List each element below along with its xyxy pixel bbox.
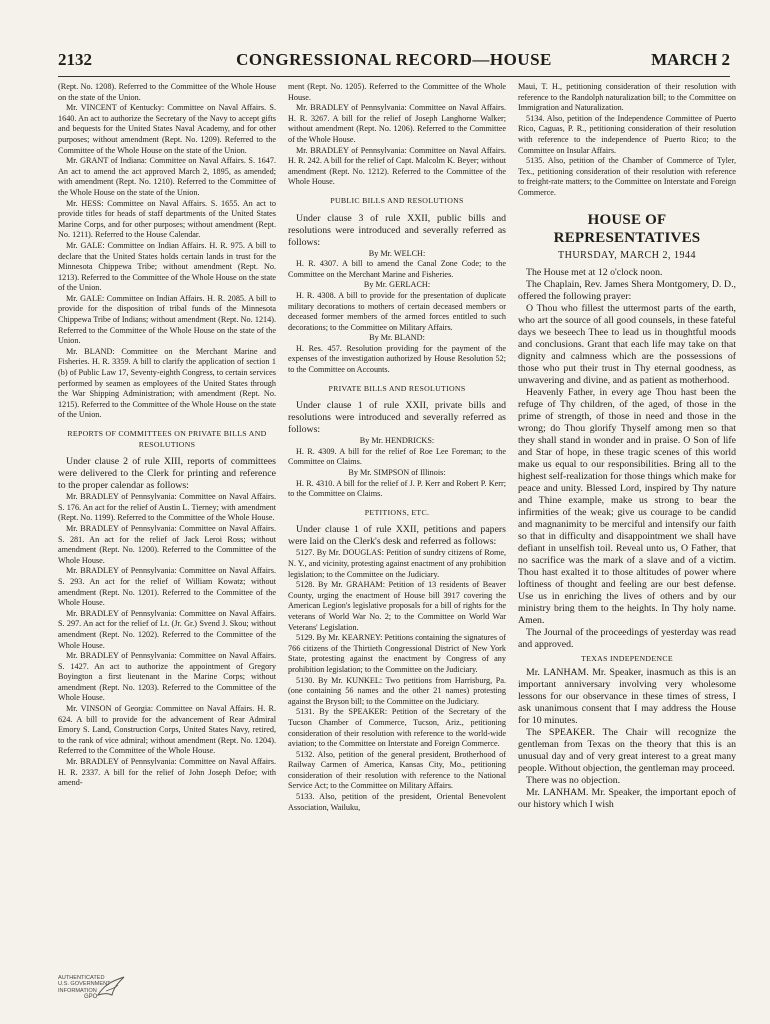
section-heading-public-bills: PUBLIC BILLS AND RESOLUTIONS [330, 195, 464, 205]
debate-section [518, 667, 736, 811]
prayer-paragraph: O Thou who fillest the uttermost parts of the earth, who art the source of all good counsels, in these fateful days we beseech Thee to lead us in thoughtful moods and conclusions. Grant that each life may take on that dignity and calmness which are the possessions of those who put their trust in Thy eternal goodness, as unwavering and divine, and as patient as motherhood. [518, 303, 736, 387]
report-paragraph: Mr. BRADLEY of Pennsylvania: Committee on Naval Affairs. S. 297. An act for the relief of Lt. (Jr. Gr.) Svend J. Skou; without amendment (Rept. No. 1202). Referred to the Committee of the Whole House. [58, 608, 276, 650]
section-intro: Under clause 3 of rule XXII, public bills and resolutions were introduced and severally referred as follows: [288, 212, 506, 248]
petition-paragraph: 5132. Also, petition of the general president, Brotherhood of Railway Carmen of America, Kansas City, Mo., petitioning consideration of their resolution with reference to the National Service Act; to the Committee on Military Affairs. [288, 749, 506, 791]
petition-paragraph: 5129. By Mr. KEARNEY: Petitions containing the signatures of 766 citizens of the Thirtieth Congressional District of New York State, protesting against the enactment by Congress of any prohibition legislation; to the Committee on the Judiciary. [288, 633, 506, 674]
header-rule [58, 76, 730, 77]
section-heading-petitions: PETITIONS, ETC. [364, 507, 430, 517]
seal-line: INFORMATION [58, 987, 97, 994]
report-paragraph: ment (Rept. No. 1205). Referred to the Committee of the Whole House. [288, 82, 506, 102]
petition-paragraph: 5127. By Mr. DOUGLAS: Petition of sundry citizens of Rome, N. Y., and vicinity, protesting against enactment of any prohibition legislation; to the Committee on the Judiciary. [288, 548, 506, 579]
report-paragraph: Mr. BRADLEY of Pennsylvania: Committee on Naval Affairs. S. 293. An act for the relief of William Kowatz; without amendment (Rept. No. 1201). Referred to the Committee of the Whole House. [58, 566, 276, 608]
petition-paragraph: 5128. By Mr. GRAHAM: Petition of 13 residents of Beaver County, urging the enactment of House bill 3917 covering the American Legion's legislative proposals for a bill of rights for the veterans of World War No. 2; to the Committee on World War Veterans' Legislation. [288, 580, 506, 632]
proceedings-paragraph: The Journal of the proceedings of yesterday was read and approved. [518, 627, 736, 651]
report-paragraph: Mr. BRADLEY of Pennsylvania: Committee on Naval Affairs. H. R. 2337. A bill for the relief of John Joseph Defoe; with amend- [58, 757, 276, 788]
debate-paragraph: The SPEAKER. The Chair will recognize the gentleman from Texas on the theory that this is an unusual day and of very great interest to a great many people. Without objection, the gentleman may proceed. [518, 726, 736, 774]
section-heading-private-reports: REPORTS OF COMMITTEES ON PRIVATE BILLS AND RESOLUTIONS [67, 429, 267, 449]
column-1 [58, 82, 276, 789]
debate-paragraph: There was no objection. [526, 774, 621, 786]
prayer-paragraph: Heavenly Father, in every age Thou hast been the refuge of Thy children, of the aged, of those in the prime of strength, of those in need and those in the wrong; do Thou glorify Thyself among men so that they shall stand in wonder and in praise. O Son of life and Star of hope, in these tragic scenes of this world make us equal to our responsibilities. Bring all to the highest self-realization for those things which make for peace and unity. Blessed Lord, inspired by Thy nature and Thine example, make us strong to bear the infirmities of the weak; give us courage to be candid and magnanimity to be merciful and intensify our faith so that in difficulty and disappointment we shall have defiant in unselfish toil. Reveal unto us, O Father, that no sacrifice was the mark of a slave and of a victim. Thou hast exalted it to those altitudes of power where loftiness of thought and feeling are our best defense. Use us in enriching the lives of others and by our ministry bring them to the heights. In Thy holy name. Amen. [518, 387, 736, 627]
report-paragraph: Mr. BRADLEY of Pennsylvania: Committee on Naval Affairs. H. R. 242. A bill for the relief of Capt. Malcolm K. Beyer; without amendment (Rept. No. 1212). Referred to the Committee of the Whole House. [288, 145, 506, 187]
bill-sponsor: By Mr. GERLACH: [363, 280, 431, 290]
house-heading: HOUSE OF REPRESENTATIVES [553, 211, 701, 246]
committee-reports-list [58, 82, 276, 421]
bill-sponsor: By Mr. SIMPSON of Illinois: [348, 468, 446, 478]
report-paragraph: Mr. BRADLEY of Pennsylvania: Committee on Naval Affairs. H. R. 3267. A bill for the relief of Joseph Langhorne Walker; without amendment (Rept. No. 1206). Referred to the Committee of the Whole House. [288, 103, 506, 144]
section-heading-texas-independence: TEXAS INDEPENDENCE [581, 654, 673, 664]
petition-paragraph: 5134. Also, petition of the Independence Committee of Puerto Rico, Caguas, P. R., petitioning consideration of their resolution with reference to the independence of Puerto Rico; to the Committee on Insular Affairs. [518, 113, 736, 155]
report-paragraph: (Rept. No. 1208). Referred to the Committee of the Whole House on the state of the Union. [58, 82, 276, 102]
page-date: MARCH 2 [651, 50, 730, 69]
bill-text: H. R. 4307. A bill to amend the Canal Zone Code; to the Committee on the Merchant Marine and Fisheries. [288, 259, 506, 279]
page-header [58, 50, 730, 76]
bill-text: H. R. 4310. A bill for the relief of J. P. Kerr and Robert P. Kerr; to the Committee on Claims. [288, 478, 506, 499]
report-paragraph: Mr. BRADLEY of Pennsylvania: Committee on Naval Affairs. S. 1427. An act to authorize the appointment of Gregory Boyington a first lieutenant in the Marine Corps; without amendment (Rept. No. 1203). Referred to the Committee of the Whole House. [58, 651, 276, 703]
section-intro: Under clause 1 of rule XXII, petitions and papers were laid on the Clerk's desk and referred as follows: [288, 524, 506, 548]
petition-paragraph: 5130. By Mr. KUNKEL: Two petitions from Harrisburg, Pa. (one containing 56 names and the other 21 names) protesting against the Bryson bill; to the Committee on the Judiciary. [288, 675, 506, 706]
report-paragraph: Mr. GALE: Committee on Indian Affairs. H. R. 2085. A bill to provide for the disposition of tribal funds of the Minnesota Chippewa Tribe of Indians; without amendment (Rept. No. 1214). Referred to the Committee of the Whole House on the state of the Union. [58, 293, 276, 346]
private-reports-list [58, 492, 276, 789]
petition-paragraph: 5133. Also, petition of the president, Oriental Benevolent Association, Wailuku, [288, 792, 506, 812]
seal-gpo: GPO [84, 994, 98, 1001]
bill-text: H. R. 4309. A bill for the relief of Roe Lee Foreman; to the Committee on Claims. [288, 446, 506, 467]
bill-sponsor: By Mr. HENDRICKS: [359, 436, 435, 446]
bill-text: H. Res. 457. Resolution providing for the payment of the expenses of the investigation authorized by House Resolution 52; to the Committee on Accounts. [288, 343, 506, 375]
report-paragraph: Mr. BRADLEY of Pennsylvania: Committee on Naval Affairs. S. 281. An act for the relief of Jack Leroi Ross; without amendment (Rept. No. 1200). Referred to the Committee of the Whole House. [58, 523, 276, 565]
column-2 [288, 82, 506, 813]
report-paragraph: Mr. VINSON of Georgia: Committee on Naval Affairs. H. R. 624. A bill to provide for the advancement of Rear Admiral Emory S. Land, Construction Corps, United States Navy, retired, to the rank of vice admiral; without amendment (Rept. No. 1204). Referred to the Committee of the Whole House. [58, 704, 276, 756]
proceedings-paragraph: The House met at 12 o'clock noon. [526, 267, 663, 279]
report-paragraph: Mr. BRADLEY of Pennsylvania: Committee on Naval Affairs. S. 176. An act for the relief of Austin L. Tierney; with amendment (Rept. No. 1199). Referred to the Committee of the Whole House. [58, 492, 276, 523]
petition-paragraph: 5135. Also, petition of the Chamber of Commerce of Tyler, Tex., petitioning consideration of their resolution with reference to freight-rate matters; to the Committee on Interstate and Foreign Commerce. [518, 156, 736, 197]
page-number: 2132 [58, 50, 92, 69]
session-date: THURSDAY, MARCH 2, 1944 [558, 249, 696, 261]
page-title: CONGRESSIONAL RECORD—HOUSE [236, 50, 552, 69]
petitions-list [288, 548, 506, 813]
debate-paragraph: Mr. LANHAM. Mr. Speaker, inasmuch as this is an important anniversary involving very wholesome lessons for our observance in these times of stress, I ask unanimous consent that I may address the House for 10 minutes. [518, 666, 736, 726]
bill-text: H. R. 4308. A bill to provide for the presentation of duplicate military decorations to mothers of certain deceased members or deceased former members of the armed forces entitled to such decorations; to the Committee on Military Affairs. [288, 290, 506, 332]
report-paragraph: Mr. VINCENT of Kentucky: Committee on Naval Affairs. S. 1640. An act to authorize the Secretary of the Navy to accept gifts and bequests for the United States Naval Academy, and for other purposes; without amendment (Rept. No. 1209). Referred to the Committee of the Whole House on the state of the Union. [58, 103, 276, 155]
section-heading-private-bills: PRIVATE BILLS AND RESOLUTIONS [328, 383, 466, 393]
bill-sponsor: By Mr. BLAND: [369, 333, 425, 343]
seal-line: U.S. GOVERNMENT [58, 981, 111, 988]
debate-paragraph: Mr. LANHAM. Mr. Speaker, the important epoch of our history which I wish [518, 786, 736, 810]
authentication-seal [58, 975, 128, 1013]
section-intro: Under clause 2 of rule XIII, reports of committees were delivered to the Clerk for printing and reference to the proper calendar as follows: [58, 456, 276, 492]
prayer-section [518, 267, 736, 651]
petition-paragraph: 5131. By the SPEAKER: Petition of the Secretary of the Tucson Chamber of Commerce, Tucson, Ariz., petitioning consideration of their resolution with reference to the world-wide aviation; to the Committee on Interstate and Foreign Commerce. [288, 707, 506, 749]
eagle-icon [96, 975, 126, 1003]
bill-sponsor: By Mr. WELCH: [368, 248, 426, 258]
section-intro: Under clause 1 of rule XXII, private bills and resolutions were introduced and severally referred as follows: [288, 400, 506, 436]
report-paragraph: Mr. GRANT of Indiana: Committee on Naval Affairs. S. 1647. An act to amend the act approved March 2, 1895, as amended; with amendment (Rept. No. 1210). Referred to the Committee of the Whole House on the state of the Union. [58, 156, 276, 197]
column-3 [518, 82, 736, 811]
report-paragraph: Mr. GALE: Committee on Indian Affairs. H. R. 975. A bill to declare that the United States holds certain lands in trust for the Minnesota Chippewa Tribe; without amendment (Rept. No. 1213). Referred to the Committee of the Whole House on the state of the Union. [58, 240, 276, 293]
seal-line: AUTHENTICATED [58, 975, 105, 981]
report-paragraph: Mr. HESS: Committee on Naval Affairs. S. 1655. An act to provide titles for heads of staff departments of the United States Marine Corps, and for other purposes; without amendment (Rept. No. 1211). Referred to the House Calendar. [58, 198, 276, 240]
report-paragraph: Mr. BLAND: Committee on the Merchant Marine and Fisheries. H. R. 3359. A bill to clarify the application of section 1 (b) of Public Law 17, Seventy-eighth Congress, to certain services performed by seamen as employees of the United States through the War Shipping Administration; with amendment (Rept. No. 1215). Referred to the Committee of the Whole House on the state of the Union. [58, 346, 276, 420]
petition-paragraph: Maui, T. H., petitioning consideration of their resolution with reference to the Randolph naturalization bill; to the Committee on Immigration and Naturalization. [518, 82, 736, 113]
proceedings-paragraph: The Chaplain, Rev. James Shera Montgomery, D. D., offered the following prayer: [518, 279, 736, 303]
